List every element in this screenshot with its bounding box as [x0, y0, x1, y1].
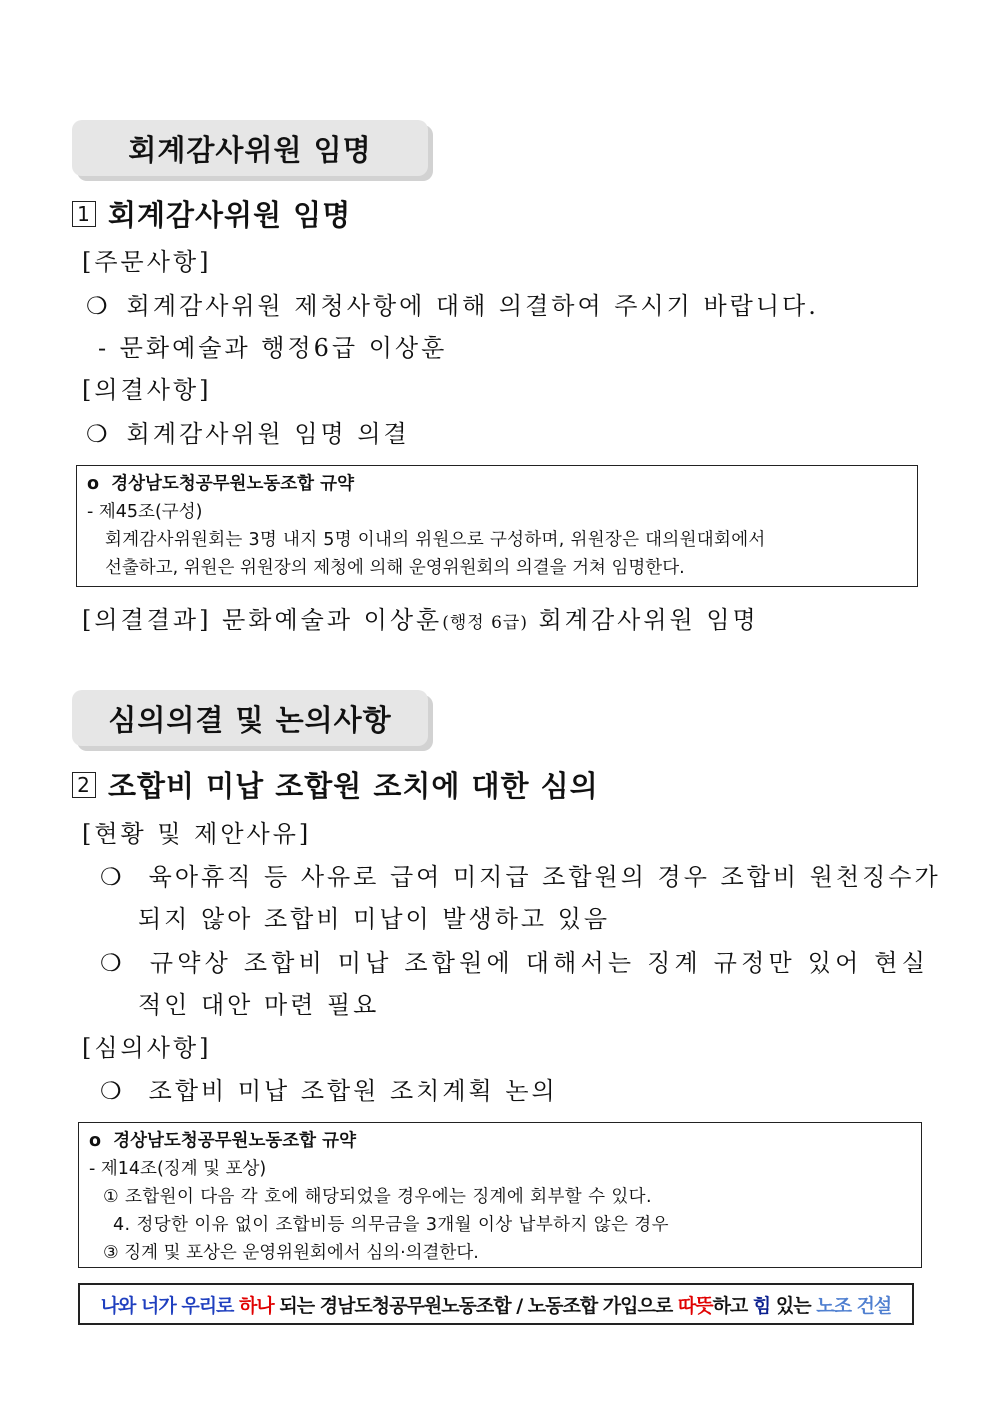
order-bullet-text: 회계감사위원 제청사항에 대해 의결하여 주시기 바랍니다.: [126, 292, 819, 320]
section-header-text: 회계감사위원 임명: [128, 132, 372, 167]
order-bullet-item: [86, 286, 819, 321]
resolution-result: [82, 600, 759, 635]
note-bullet-icon: o: [87, 474, 100, 494]
item-number-box: 2: [72, 772, 96, 798]
note-line: 회계감사위원회는 3명 내지 5명 이내의 위원으로 구성하며, 위원장은 대의원대회에서: [105, 530, 766, 550]
note-article: - 제45조(구성): [87, 502, 203, 522]
slogan-part-lightblue: 노조 건설: [816, 1294, 892, 1317]
slogan-part-red: 하나: [239, 1294, 274, 1317]
slogan-banner: [78, 1283, 914, 1325]
order-label: [주문사항]: [82, 248, 212, 276]
bylaw-note-box: [76, 465, 918, 587]
note-bullet-icon: o: [89, 1131, 102, 1151]
item-number-box: 1: [72, 201, 96, 227]
note-line: 4. 정당한 이유 없이 조합비등 의무금을 3개월 이상 납부하지 않은 경우: [113, 1215, 669, 1235]
resolution-label: [의결사항]: [82, 376, 212, 404]
section-header-text: 심의의결 및 논의사항: [108, 702, 392, 737]
result-suffix: 회계감사위원 임명: [538, 606, 759, 634]
item-title-text: 조합비 미납 조합원 조치에 대한 심의: [108, 769, 599, 803]
status-bullet-text: 규약상 조합비 미납 조합원에 대해서는 징계 규정만 있어 현실: [149, 949, 930, 977]
review-label: [심의사항]: [82, 1034, 212, 1062]
bylaw-note-box: [78, 1122, 922, 1268]
review-bullet-text: 조합비 미납 조합원 조치계획 논의: [148, 1077, 558, 1105]
note-line: ① 조합원이 다음 각 호에 해당되었을 경우에는 징계에 회부할 수 있다.: [103, 1187, 652, 1207]
order-sub-item: - 문화예술과 행정6급 이상훈: [98, 334, 448, 362]
resolution-bullet-item: [86, 414, 410, 449]
note-title: [89, 1127, 911, 1155]
circle-bullet-icon: ❍: [86, 420, 111, 448]
status-bullet-text: 육아휴직 등 사유로 급여 미지급 조합원의 경우 조합비 원천징수가: [148, 863, 941, 891]
status-bullet-continuation: 적인 대안 마련 필요: [138, 991, 380, 1019]
note-article: - 제14조(징계 및 포상): [89, 1159, 267, 1179]
circle-bullet-icon: ❍: [100, 949, 126, 977]
section-header-appointment: [72, 120, 428, 176]
slogan-part-black: 하고: [712, 1294, 748, 1317]
slogan-part-blue: 나와 너가 우리로: [100, 1294, 234, 1317]
note-title: [87, 470, 907, 498]
result-small-text: (행정 6급): [442, 613, 528, 633]
status-label: [현황 및 제안사유]: [82, 820, 312, 848]
item-title-1: [72, 193, 351, 234]
result-prefix: [의결결과] 문화예술과 이상훈: [82, 606, 443, 634]
status-bullet-item: [100, 943, 929, 978]
note-title-text: 경상남도청공무원노동조합 규약: [113, 1131, 356, 1151]
slogan-part-black: 있는: [775, 1294, 811, 1317]
slogan-part-darkblue: 힘: [752, 1294, 771, 1317]
circle-bullet-icon: ❍: [86, 292, 111, 320]
note-line: ③ 징계 및 포상은 운영위원회에서 심의·의결한다.: [103, 1243, 479, 1263]
item-title-text: 회계감사위원 임명: [108, 198, 352, 232]
slogan-part-red: 따뜻: [677, 1294, 713, 1317]
note-title-text: 경상남도청공무원노동조합 규약: [111, 474, 354, 494]
resolution-bullet-text: 회계감사위원 임명 의결: [126, 420, 410, 448]
circle-bullet-icon: ❍: [100, 863, 125, 891]
slogan-part-black: 되는 경남도청공무원노동조합 / 노동조합 가입으로: [279, 1294, 673, 1317]
review-bullet-item: [100, 1071, 558, 1106]
circle-bullet-icon: ❍: [100, 1077, 125, 1105]
item-title-2: [72, 764, 599, 805]
section-header-deliberation: [72, 690, 428, 746]
note-line: 선출하고, 위원은 위원장의 제청에 의해 운영위원회의 의결을 거쳐 임명한다.: [105, 558, 685, 578]
status-bullet-item: [100, 857, 941, 892]
status-bullet-continuation: 되지 않아 조합비 미납이 발생하고 있음: [138, 905, 611, 933]
